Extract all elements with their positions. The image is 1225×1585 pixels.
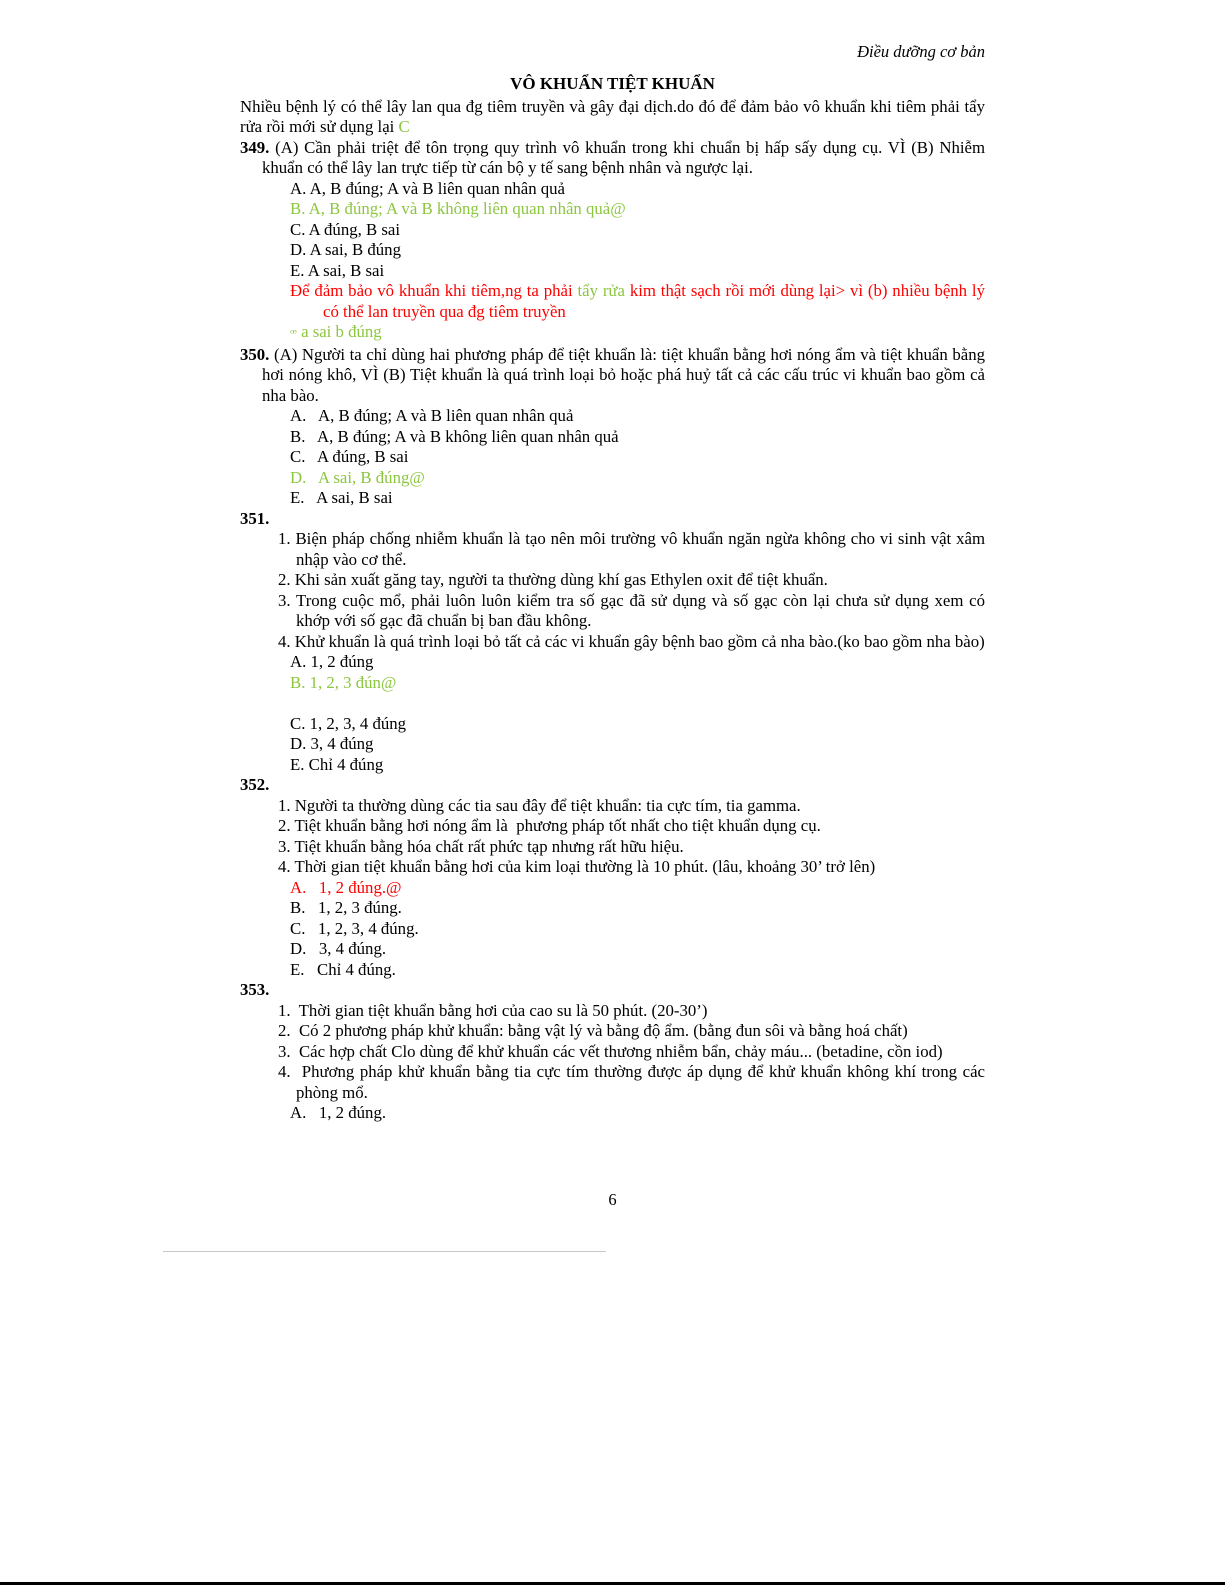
option-c: C. A đúng, B sai bbox=[290, 447, 409, 466]
question-349 bbox=[240, 138, 985, 179]
answer-comment-text: a sai b đúng bbox=[301, 322, 382, 341]
option-d: D. 3, 4 đúng bbox=[290, 734, 374, 753]
document-body bbox=[240, 74, 990, 1124]
statement-2: 2. Khi sản xuất găng tay, người ta thường dùng khí gas Ethylen oxit để tiệt khuẩn. bbox=[278, 570, 828, 589]
question-350 bbox=[240, 345, 985, 407]
note-highlight: tẩy rửa bbox=[577, 281, 625, 300]
statement-1: 1. Biện pháp chống nhiễm khuẩn là tạo nên môi trường vô khuẩn ngăn ngừa không cho vi sinh vật xâm nhập vào cơ thể. bbox=[278, 529, 985, 569]
statement-2: 2. Tiệt khuẩn bằng hơi nóng ẩm là phương pháp tốt nhất cho tiệt khuẩn dụng cụ. bbox=[278, 816, 821, 835]
option-a: A. 1, 2 đúng bbox=[290, 652, 374, 671]
answer-comment bbox=[290, 322, 985, 345]
running-header: Điều dưỡng cơ bản bbox=[857, 42, 985, 61]
question-number: 350. bbox=[240, 344, 270, 364]
option-e: E. A sai, B sai bbox=[290, 260, 385, 280]
explanation-note bbox=[290, 281, 985, 322]
statement-4: 4. Khử khuẩn là quá trình loại bỏ tất cả các vi khuẩn gây bệnh bao gồm cả nha bào.(ko bao gồm nha bào) bbox=[278, 631, 985, 651]
page-number: 6 bbox=[608, 1190, 617, 1209]
intro-answer: C bbox=[398, 117, 410, 136]
option-d: D. 3, 4 đúng. bbox=[290, 939, 387, 958]
question-352: 352. bbox=[240, 775, 270, 794]
statement-1: 1. Thời gian tiệt khuẩn bằng hơi của cao su là 50 phút. (20-30’) bbox=[278, 1000, 708, 1020]
statement-4: 4. Thời gian tiệt khuẩn bằng hơi của kim loại thường là 10 phút. (lâu, khoảng 30’ trở lên) bbox=[278, 857, 876, 876]
question-text: (A) Cần phải triệt để tôn trọng quy trình vô khuẩn trong khi chuẩn bị hấp sấy dụng cụ. VÌ (B) Nhiễm khuẩn có thể lây lan trực tiếp từ cán bộ y tế sang bệnh nhân và ngược lại. bbox=[262, 137, 985, 177]
statement-3: 3. Trong cuộc mổ, phải luôn luôn kiểm tra số gạc đã sử dụng và số gạc còn lại chưa sử dụng xem có khớp với số gạc đã chuẩn bị ban đầu không. bbox=[278, 590, 985, 630]
option-a: A. A, B đúng; A và B liên quan nhân quả bbox=[290, 178, 566, 198]
option-a-correct: A. 1, 2 đúng.@ bbox=[290, 877, 402, 897]
question-number: 349. bbox=[240, 137, 270, 157]
option-a: A. A, B đúng; A và B liên quan nhân quả bbox=[290, 406, 574, 425]
intro-text: Nhiều bệnh lý có thể lây lan qua đg tiêm truyền và gây đại dịch.do đó để đảm bảo vô khuẩn khi tiêm phải tẩy rửa rồi mới sử dụng lại bbox=[240, 96, 985, 136]
option-d: D. A sai, B đúng bbox=[290, 240, 401, 259]
statement-1: 1. Người ta thường dùng các tia sau đây để tiệt khuẩn: tia cực tím, tia gamma. bbox=[278, 795, 801, 815]
footnote-divider bbox=[163, 1251, 606, 1252]
statement-3: 3. Tiệt khuẩn bằng hóa chất rất phức tạp nhưng rất hữu hiệu. bbox=[278, 836, 684, 856]
option-b: B. 1, 2, 3 đúng. bbox=[290, 898, 402, 917]
option-e: E. A sai, B sai bbox=[290, 488, 393, 507]
intro-paragraph bbox=[240, 97, 985, 138]
question-351: 351. bbox=[240, 508, 270, 528]
option-e: E. Chỉ 4 đúng bbox=[290, 754, 384, 774]
option-b-correct: B. A, B đúng; A và B không liên quan nhân quả@ bbox=[290, 199, 626, 218]
comment-mark: ꟹ bbox=[290, 328, 297, 340]
page-title: VÔ KHUẨN TIỆT KHUẨN bbox=[510, 74, 715, 93]
question-353: 353. bbox=[240, 980, 270, 999]
option-c: C. 1, 2, 3, 4 đúng. bbox=[290, 918, 419, 938]
option-d-correct: D. A sai, B đúng@ bbox=[290, 467, 425, 487]
statement-3: 3. Các hợp chất Clo dùng để khử khuẩn các vết thương nhiễm bẩn, chảy máu... (betadine, cồn iod) bbox=[278, 1041, 943, 1061]
question-text: (A) Người ta chỉ dùng hai phương pháp để tiệt khuẩn là: tiệt khuẩn bằng hơi nóng ẩm và tiệt khuẩn bằng hơi nóng khô, VÌ (B) Tiệt khuẩn là quá trình loại bỏ hoặc phá huỷ tất cả các cấu trúc vi khuẩn bao gồm cả nha bào. bbox=[262, 344, 985, 405]
statement-2: 2. Có 2 phương pháp khử khuẩn: bằng vật lý và bằng độ ẩm. (bằng đun sôi và bằng hoá chất) bbox=[278, 1021, 908, 1040]
note-part-1: Để đảm bảo vô khuẩn khi tiêm,ng ta phải bbox=[290, 281, 573, 300]
note-part-3: kim thật sạch rồi mới dùng lại> vì (b) nhiều bệnh lý có thể lan truyền qua đg tiêm truyền bbox=[323, 281, 985, 321]
statement-4: 4. Phương pháp khử khuẩn bằng tia cực tím thường được áp dụng để khử khuẩn không khí trong các phòng mổ. bbox=[278, 1062, 990, 1102]
option-c: C. 1, 2, 3, 4 đúng bbox=[290, 713, 407, 733]
option-c: C. A đúng, B sai bbox=[290, 219, 401, 239]
option-b-correct: B. 1, 2, 3 đún@ bbox=[290, 672, 397, 692]
blank-line bbox=[240, 693, 985, 714]
option-a: A. 1, 2 đúng. bbox=[290, 1103, 387, 1122]
option-b: B. A, B đúng; A và B không liên quan nhân quả bbox=[290, 426, 619, 446]
option-e: E. Chỉ 4 đúng. bbox=[290, 959, 396, 979]
